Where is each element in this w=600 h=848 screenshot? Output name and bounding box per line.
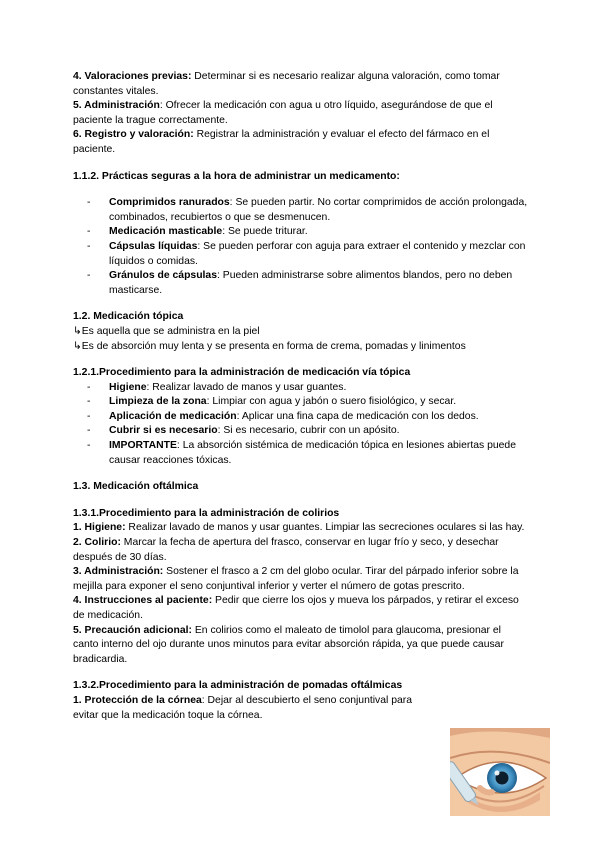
item-label: Limpieza de la zona <box>109 396 207 408</box>
colirio-step <box>73 521 528 536</box>
step-text: : Ofrecer la medicación con agua u otro líquido, asegurándose de que el paciente la trague correctamente. <box>73 100 493 126</box>
topica-note: ↳Es de absorción muy lenta y se presenta en forma de crema, pomadas y linimentos <box>73 340 466 352</box>
heading-1-3: 1.3. Medicación oftálmica <box>73 481 199 493</box>
list-item <box>87 240 528 269</box>
colirio-step <box>73 594 528 623</box>
step-text: Determinar si es necesario realizar alguna valoración, como tomar constantes vitales. <box>73 71 500 97</box>
step-text: Realizar lavado de manos y usar guantes. Limpiar las secreciones oculares si las hay. <box>125 522 525 534</box>
item-label: Cápsulas líquidas <box>109 240 198 252</box>
item-label: Gránulos de cápsulas <box>109 270 217 282</box>
step-6 <box>73 128 528 157</box>
colirio-step <box>73 536 528 565</box>
item-text: : Si es necesario, cubrir con un apósito. <box>217 425 400 437</box>
eye-drop-illustration <box>450 728 550 816</box>
list-item <box>87 269 528 298</box>
item-label: Comprimidos ranurados <box>109 197 230 209</box>
step-label: 5. Administración <box>73 100 160 112</box>
heading-1-2-1: 1.2.1.Procedimiento para la administración de medicación vía tópica <box>73 367 411 379</box>
colirio-step <box>73 565 528 594</box>
topica-note: ↳Es aquella que se administra en la piel <box>73 325 260 337</box>
heading-1-3-2: 1.3.2.Procedimiento para la administración de pomadas oftálmicas <box>73 680 403 692</box>
list-item <box>87 196 528 225</box>
colirio-step <box>73 624 528 668</box>
list-item <box>87 424 528 439</box>
item-text: : Se puede triturar. <box>222 226 308 238</box>
step-text: Registrar la administración y evaluar el efecto del fármaco en el paciente. <box>73 129 490 155</box>
step-text: Sostener el frasco a 2 cm del globo ocular. Tirar del párpado inferior sobre la mejilla para exponer el seno conjuntival inferior y verter el número de gotas prescrito. <box>73 566 519 592</box>
step-label: 3. Administración: <box>73 566 164 578</box>
list-item <box>87 395 528 410</box>
step-label: 4. Instrucciones al paciente: <box>73 595 213 607</box>
item-label: Aplicación de medicación <box>109 410 237 422</box>
step-label: 1. Protección de la córnea <box>73 694 202 706</box>
item-label: Medicación masticable <box>109 226 223 238</box>
list-item <box>87 381 528 396</box>
item-text: : Se pueden partir. No cortar comprimidos de acción prolongada, combinados, recubiertos o que se desmenucen. <box>109 197 528 223</box>
step-text: En colirios como el maleato de timolol para glaucoma, presionar el canto interno del ojo durante unos minutos para evitar absorción rápida, ya que puede causar bradicardia. <box>73 624 504 665</box>
item-text: : La absorción sistémica de medicación tópica en lesiones abiertas puede causar reacciones tóxicas. <box>109 440 516 466</box>
heading-1-3-1: 1.3.1.Procedimiento para la administración de colirios <box>73 507 340 519</box>
step-text: : Dejar al descubierto el seno conjuntival para evitar que la medicación toque la córnea. <box>73 694 413 721</box>
item-text: : Se pueden perforar con aguja para extraer el contenido y mezclar con líquidos o comidas. <box>109 240 526 267</box>
item-text: : Limpiar con agua y jabón o suero fisiológico, y secar. <box>206 396 457 408</box>
list-item <box>87 225 528 240</box>
document-page <box>73 70 528 723</box>
step-label: 1. Higiene: <box>73 522 126 534</box>
item-label: Higiene <box>109 381 147 393</box>
topical-procedure-list <box>73 381 528 469</box>
step-text: Pedir que cierre los ojos y mueva los párpados, y retirar el exceso de medicación. <box>73 595 519 621</box>
item-text: : Pueden administrarse sobre alimentos blandos, pero no deben masticarse. <box>109 270 513 296</box>
step-label: 2. Colirio: <box>73 537 121 549</box>
step-4 <box>73 70 528 99</box>
heading-1-2: 1.2. Medicación tópica <box>73 311 184 323</box>
safe-practices-list <box>73 196 528 298</box>
step-label: 6. Registro y valoración: <box>73 129 194 141</box>
heading-1-1-2: 1.1.2. Prácticas seguras a la hora de administrar un medicamento: <box>73 170 400 182</box>
item-label: Cubrir si es necesario <box>109 425 218 437</box>
step-label: 4. Valoraciones previas: <box>73 71 192 82</box>
item-label: IMPORTANTE <box>109 440 177 452</box>
item-text: : Realizar lavado de manos y usar guantes. <box>146 381 347 393</box>
list-item <box>87 439 528 468</box>
item-text: : Aplicar una fina capa de medicación con los dedos. <box>236 410 479 422</box>
step-text: Marcar la fecha de apertura del frasco, conservar en lugar frío y seco, y desechar después de 30 días. <box>73 537 499 563</box>
step-label: 5. Precaución adicional: <box>73 624 192 636</box>
pomada-step <box>73 694 433 723</box>
step-5 <box>73 99 528 128</box>
list-item <box>87 410 528 425</box>
